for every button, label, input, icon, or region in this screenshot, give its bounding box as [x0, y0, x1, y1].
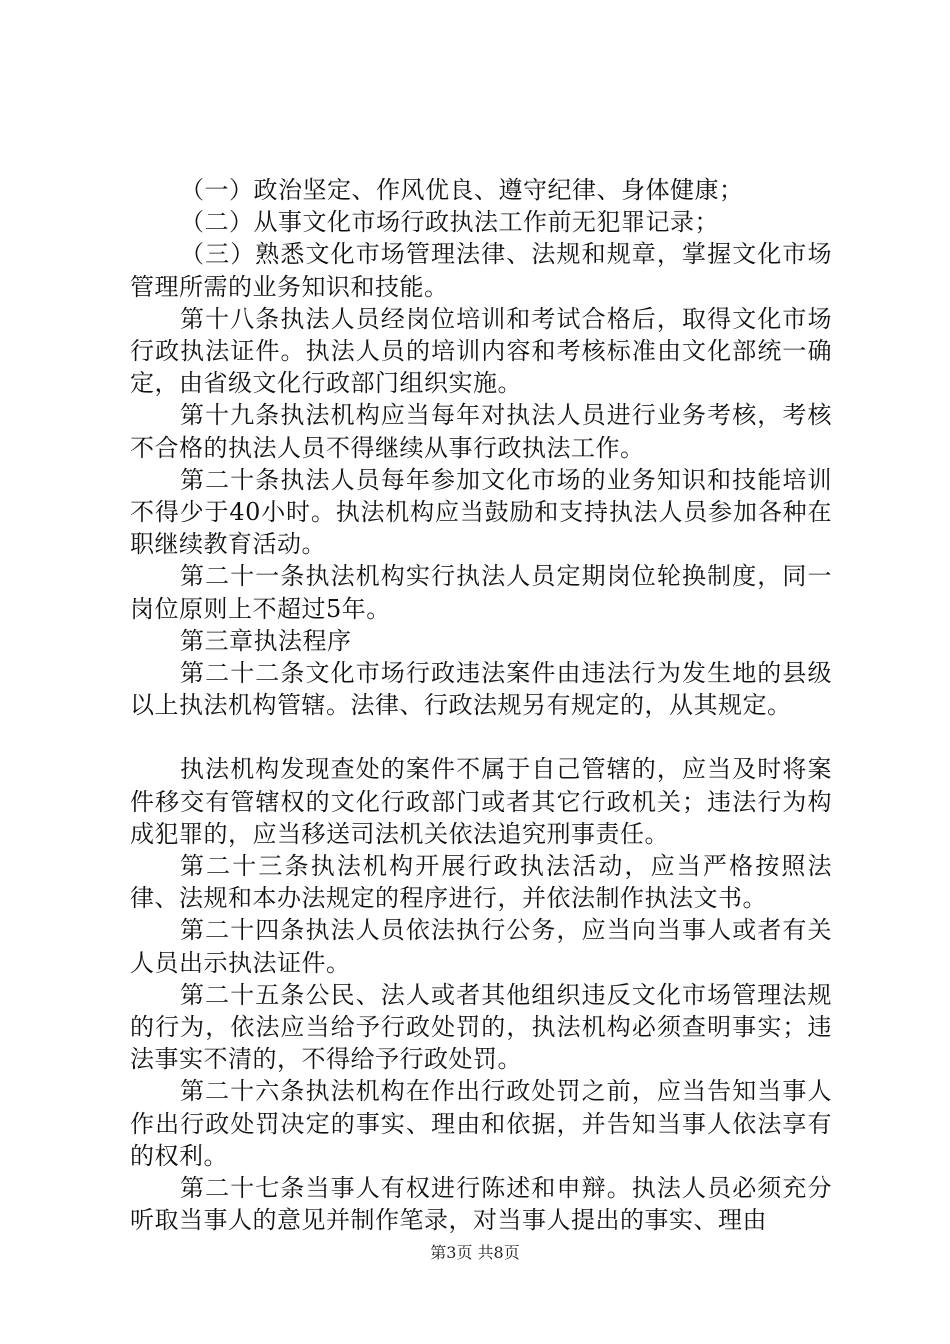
article-24-paragraph: 第二十四条执法人员依法执行公务，应当向当事人或者有关人员出示执法证件。	[130, 916, 832, 977]
article-25-paragraph: 第二十五条公民、法人或者其他组织违反文化市场管理法规的行为，依法应当给予行政处罚的，执法机构必须查明事实；违法事实不清的，不得给予行政处罚。	[130, 980, 832, 1074]
article-21-paragraph: 第二十一条执法机构实行执法人员定期岗位轮换制度，同一岗位原则上不超过5年。	[130, 562, 832, 623]
article-22-paragraph: 第二十二条文化市场行政违法案件由违法行为发生地的县级以上执法机构管辖。法律、行政法规另有规定的，从其规定。	[130, 659, 832, 720]
blank-line	[130, 721, 832, 753]
paragraph-item-1: （一）政治坚定、作风优良、遵守纪律、身体健康；	[180, 176, 744, 204]
article-22-continuation-paragraph: 执法机构发现查处的案件不属于自己管辖的，应当及时将案件移交有管辖权的文化行政部门或者其它行政机关；违法行为构成犯罪的，应当移送司法机关依法追究刑事责任。	[130, 755, 832, 848]
article-20-paragraph: 第二十条执法人员每年参加文化市场的业务知识和技能培训不得少于40小时。执法机构应当鼓励和支持执法人员参加各种在职继续教育活动。	[130, 465, 832, 559]
article-19-paragraph: 第十九条执法机构应当每年对执法人员进行业务考核，考核不合格的执法人员不得继续从事行政执法工作。	[130, 401, 832, 462]
chapter-3-heading: 第三章执法程序	[180, 626, 352, 655]
article-18-paragraph: 第十八条执法人员经岗位培训和考试合格后，取得文化市场行政执法证件。执法人员的培训内容和考核标准由文化部统一确定，由省级文化行政部门组织实施。	[130, 304, 832, 398]
article-23-paragraph: 第二十三条执法机构开展行政执法活动，应当严格按照法律、法规和本办法规定的程序进行，并依法制作执法文书。	[130, 852, 832, 913]
document-body	[130, 174, 832, 1237]
page-number-footer: 第3页 共8页	[430, 1243, 520, 1262]
paragraph-item-2: （二）从事文化市场行政执法工作前无犯罪记录；	[180, 208, 719, 237]
article-26-paragraph: 第二十六条执法机构在作出行政处罚之前，应当告知当事人作出行政处罚决定的事实、理由和依据，并告知当事人依法享有的权利。	[130, 1077, 832, 1170]
paragraph-item-3: （三）熟悉文化市场管理法律、法规和规章，掌握文化市场管理所需的业务知识和技能。	[130, 240, 832, 301]
article-27-paragraph: 第二十七条当事人有权进行陈述和申辩。执法人员必须充分听取当事人的意见并制作笔录，对当事人提出的事实、理由	[130, 1174, 832, 1235]
